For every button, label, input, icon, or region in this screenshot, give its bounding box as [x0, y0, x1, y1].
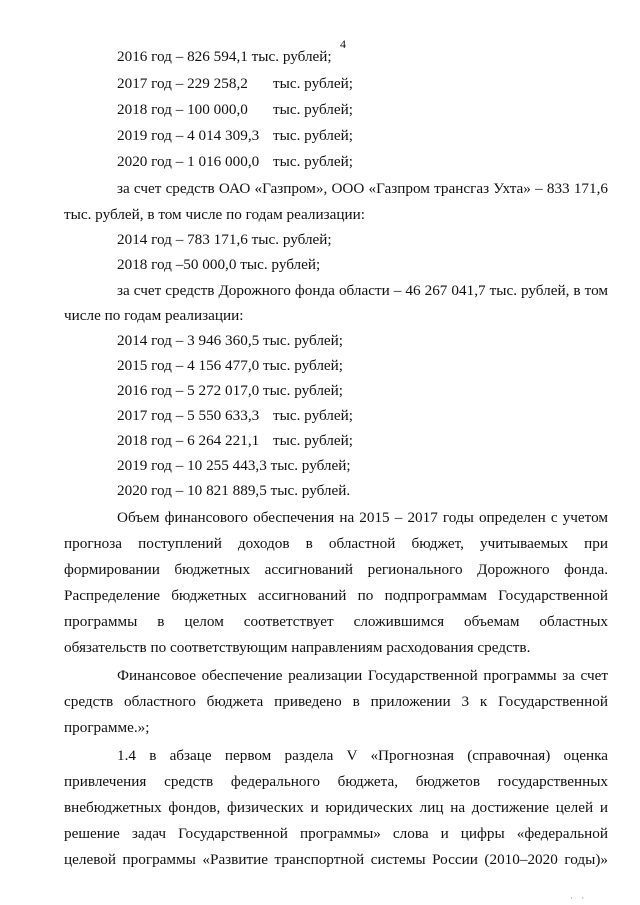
scan-mark: · ·	[570, 893, 588, 903]
volume-para-line: обязательств по соответствующим направлениям расходования средств.	[64, 639, 531, 656]
year-line: 2017 год – 5 550 633,3 тыс. рублей;	[117, 407, 353, 424]
volume-para-line: Распределение бюджетных ассигнований по подпрограммам Государственной	[64, 587, 608, 604]
item-14-line: 1.4 в абзаце первом раздела V «Прогнозная (справочная) оценка	[117, 747, 608, 764]
year-line: 2019 год – 10 255 443,3 тыс. рублей;	[117, 457, 351, 474]
finance-para-line: средств областного бюджета приведено в приложении 3 к Государственной	[64, 693, 608, 710]
volume-para-line: формировании бюджетных ассигнований регионального Дорожного фонда.	[64, 561, 608, 578]
year-line: 2014 год – 783 171,6 тыс. рублей;	[117, 231, 332, 248]
volume-para-line: прогноза поступлений доходов в областной бюджет, учитываемых при	[64, 535, 608, 552]
year-line: 2016 год – 826 594,1 тыс. рублей;	[117, 48, 332, 65]
gazprom-line-1: за счет средств ОАО «Газпром», ООО «Газпром трансгаз Ухта» – 833 171,6	[117, 180, 608, 197]
year-line: 2018 год –50 000,0 тыс. рублей;	[117, 256, 321, 273]
year-line: 2020 год – 10 821 889,5 тыс. рублей.	[117, 482, 351, 499]
road-fund-line-1: за счет средств Дорожного фонда области – 46 267 041,7 тыс. рублей, в том	[117, 282, 608, 299]
item-14-line: привлечения средств федерального бюджета, бюджетов государственных	[64, 773, 608, 790]
year-line: 2017 год – 229 258,2 тыс. рублей;	[117, 75, 353, 92]
year-line: 2018 год – 6 264 221,1 тыс. рублей;	[117, 432, 353, 449]
year-line: 2016 год – 5 272 017,0 тыс. рублей;	[117, 382, 344, 399]
year-line: 2020 год – 1 016 000,0 тыс. рублей;	[117, 153, 353, 170]
volume-para-line: Объем финансового обеспечения на 2015 – 2017 годы определен с учетом	[117, 509, 608, 526]
finance-para-line: Финансовое обеспечение реализации Государственной программы за счет	[117, 667, 608, 684]
page-number: 4	[340, 37, 346, 51]
year-line: 2018 год – 100 000,0 тыс. рублей;	[117, 101, 353, 118]
item-14-line: целевой программы «Развитие транспортной системы России (2010–2020 годы)»	[64, 851, 608, 868]
volume-para-line: программы в целом соответствует сложившимся объемам областных	[64, 613, 608, 630]
item-14-line: решение задач Государственной программы» слова и цифры «федеральной	[64, 825, 608, 842]
finance-para-line: программе.»;	[64, 719, 150, 736]
year-line: 2015 год – 4 156 477,0 тыс. рублей;	[117, 357, 344, 374]
year-line: 2019 год – 4 014 309,3 тыс. рублей;	[117, 127, 353, 144]
item-14-line: внебюджетных фондов, физических и юридических лиц на достижение целей и	[64, 799, 608, 816]
year-line: 2014 год – 3 946 360,5 тыс. рублей;	[117, 332, 344, 349]
gazprom-line-2: тыс. рублей, в том числе по годам реализации:	[64, 206, 365, 223]
road-fund-line-2: числе по годам реализации:	[64, 307, 244, 324]
